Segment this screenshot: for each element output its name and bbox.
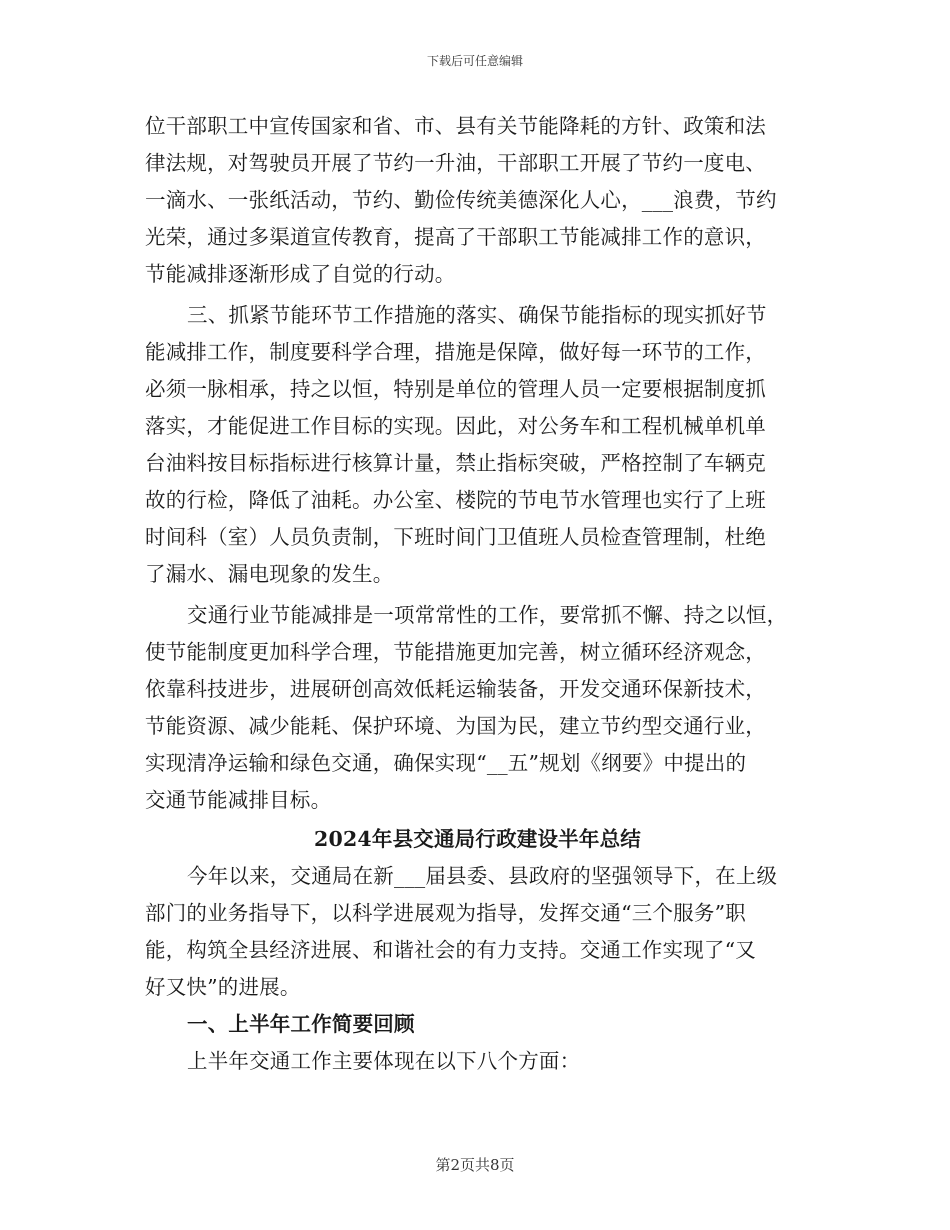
paragraph	[145, 297, 810, 593]
text-line: 交通节能减排目标。	[145, 788, 332, 812]
paragraph	[145, 108, 810, 293]
text-line: 使节能制度更加科学合理，节能措施更加完善，树立循环经济观念，	[145, 640, 766, 664]
text-line: 实现清净运输和绿色交通，确保实现“__五”规划《纲要》中提出的	[145, 751, 747, 775]
text-line: 交通行业节能减排是一项常常性的工作，要常抓不懈、持之以恒，	[187, 603, 788, 627]
text-line: 依靠科技进步，进展研创高效低耗运输装备，开发交通环保新技术，	[145, 677, 766, 701]
text-line: 三、抓紧节能环节工作措施的落实、确保节能指标的现实抓好节	[187, 303, 767, 327]
text-line: 上半年交通工作主要体现在以下八个方面：	[187, 1049, 581, 1073]
section-heading: 一、上半年工作简要回顾	[187, 1012, 415, 1036]
text-line: 台油料按目标指标进行核算计量，禁止指标突破，严格控制了车辆克	[145, 451, 766, 475]
section-title: 2024年县交通局行政建设半年总结	[314, 827, 641, 851]
text-line: 故的行检，降低了油耗。办公室、楼院的节电节水管理也实行了上班	[145, 488, 766, 512]
page-header: 下载后可任意编辑	[426, 54, 523, 68]
text-line: 能减排工作，制度要科学合理，措施是保障，做好每一环节的工作，	[145, 340, 766, 364]
text-line: 光荣，通过多渠道宣传教育，提高了干部职工节能减排工作的意识，	[145, 225, 766, 249]
text-line: 节能减排逐渐形成了自觉的行动。	[145, 262, 456, 286]
text-line: 节能资源、减少能耗、保护环境、为国为民，建立节约型交通行业，	[145, 714, 766, 738]
page-footer: 第2页共8页	[435, 1156, 515, 1174]
paragraph	[145, 858, 810, 1006]
text-line: 一滴水、一张纸活动，节约、勤俭传统美德深化人心，___浪费，节约	[145, 188, 777, 212]
text-line: 律法规，对驾驶员开展了节约一升油，干部职工开展了节约一度电、	[145, 151, 766, 175]
text-line: 能，构筑全县经济进展、和谐社会的有力支持。交通工作实现了“又	[145, 938, 756, 962]
text-line: 了漏水、漏电现象的发生。	[145, 562, 394, 586]
text-line: 落实，才能促进工作目标的实现。因此，对公务车和工程机械单机单	[145, 414, 766, 438]
text-line: 今年以来，交通局在新___届县委、县政府的坚强领导下，在上级	[187, 864, 778, 888]
text-line: 位干部职工中宣传国家和省、市、县有关节能降耗的方针、政策和法	[145, 114, 766, 138]
text-line: 部门的业务指导下，以科学进展观为指导，发挥交通“三个服务”职	[145, 901, 746, 925]
text-line: 好又快”的进展。	[145, 975, 301, 999]
text-line: 时间科（室）人员负责制，下班时间门卫值班人员检查管理制，杜绝	[145, 525, 766, 549]
document-body	[145, 108, 810, 1080]
paragraph	[145, 597, 810, 819]
text-line: 必须一脉相承，持之以恒，特别是单位的管理人员一定要根据制度抓	[145, 377, 766, 401]
